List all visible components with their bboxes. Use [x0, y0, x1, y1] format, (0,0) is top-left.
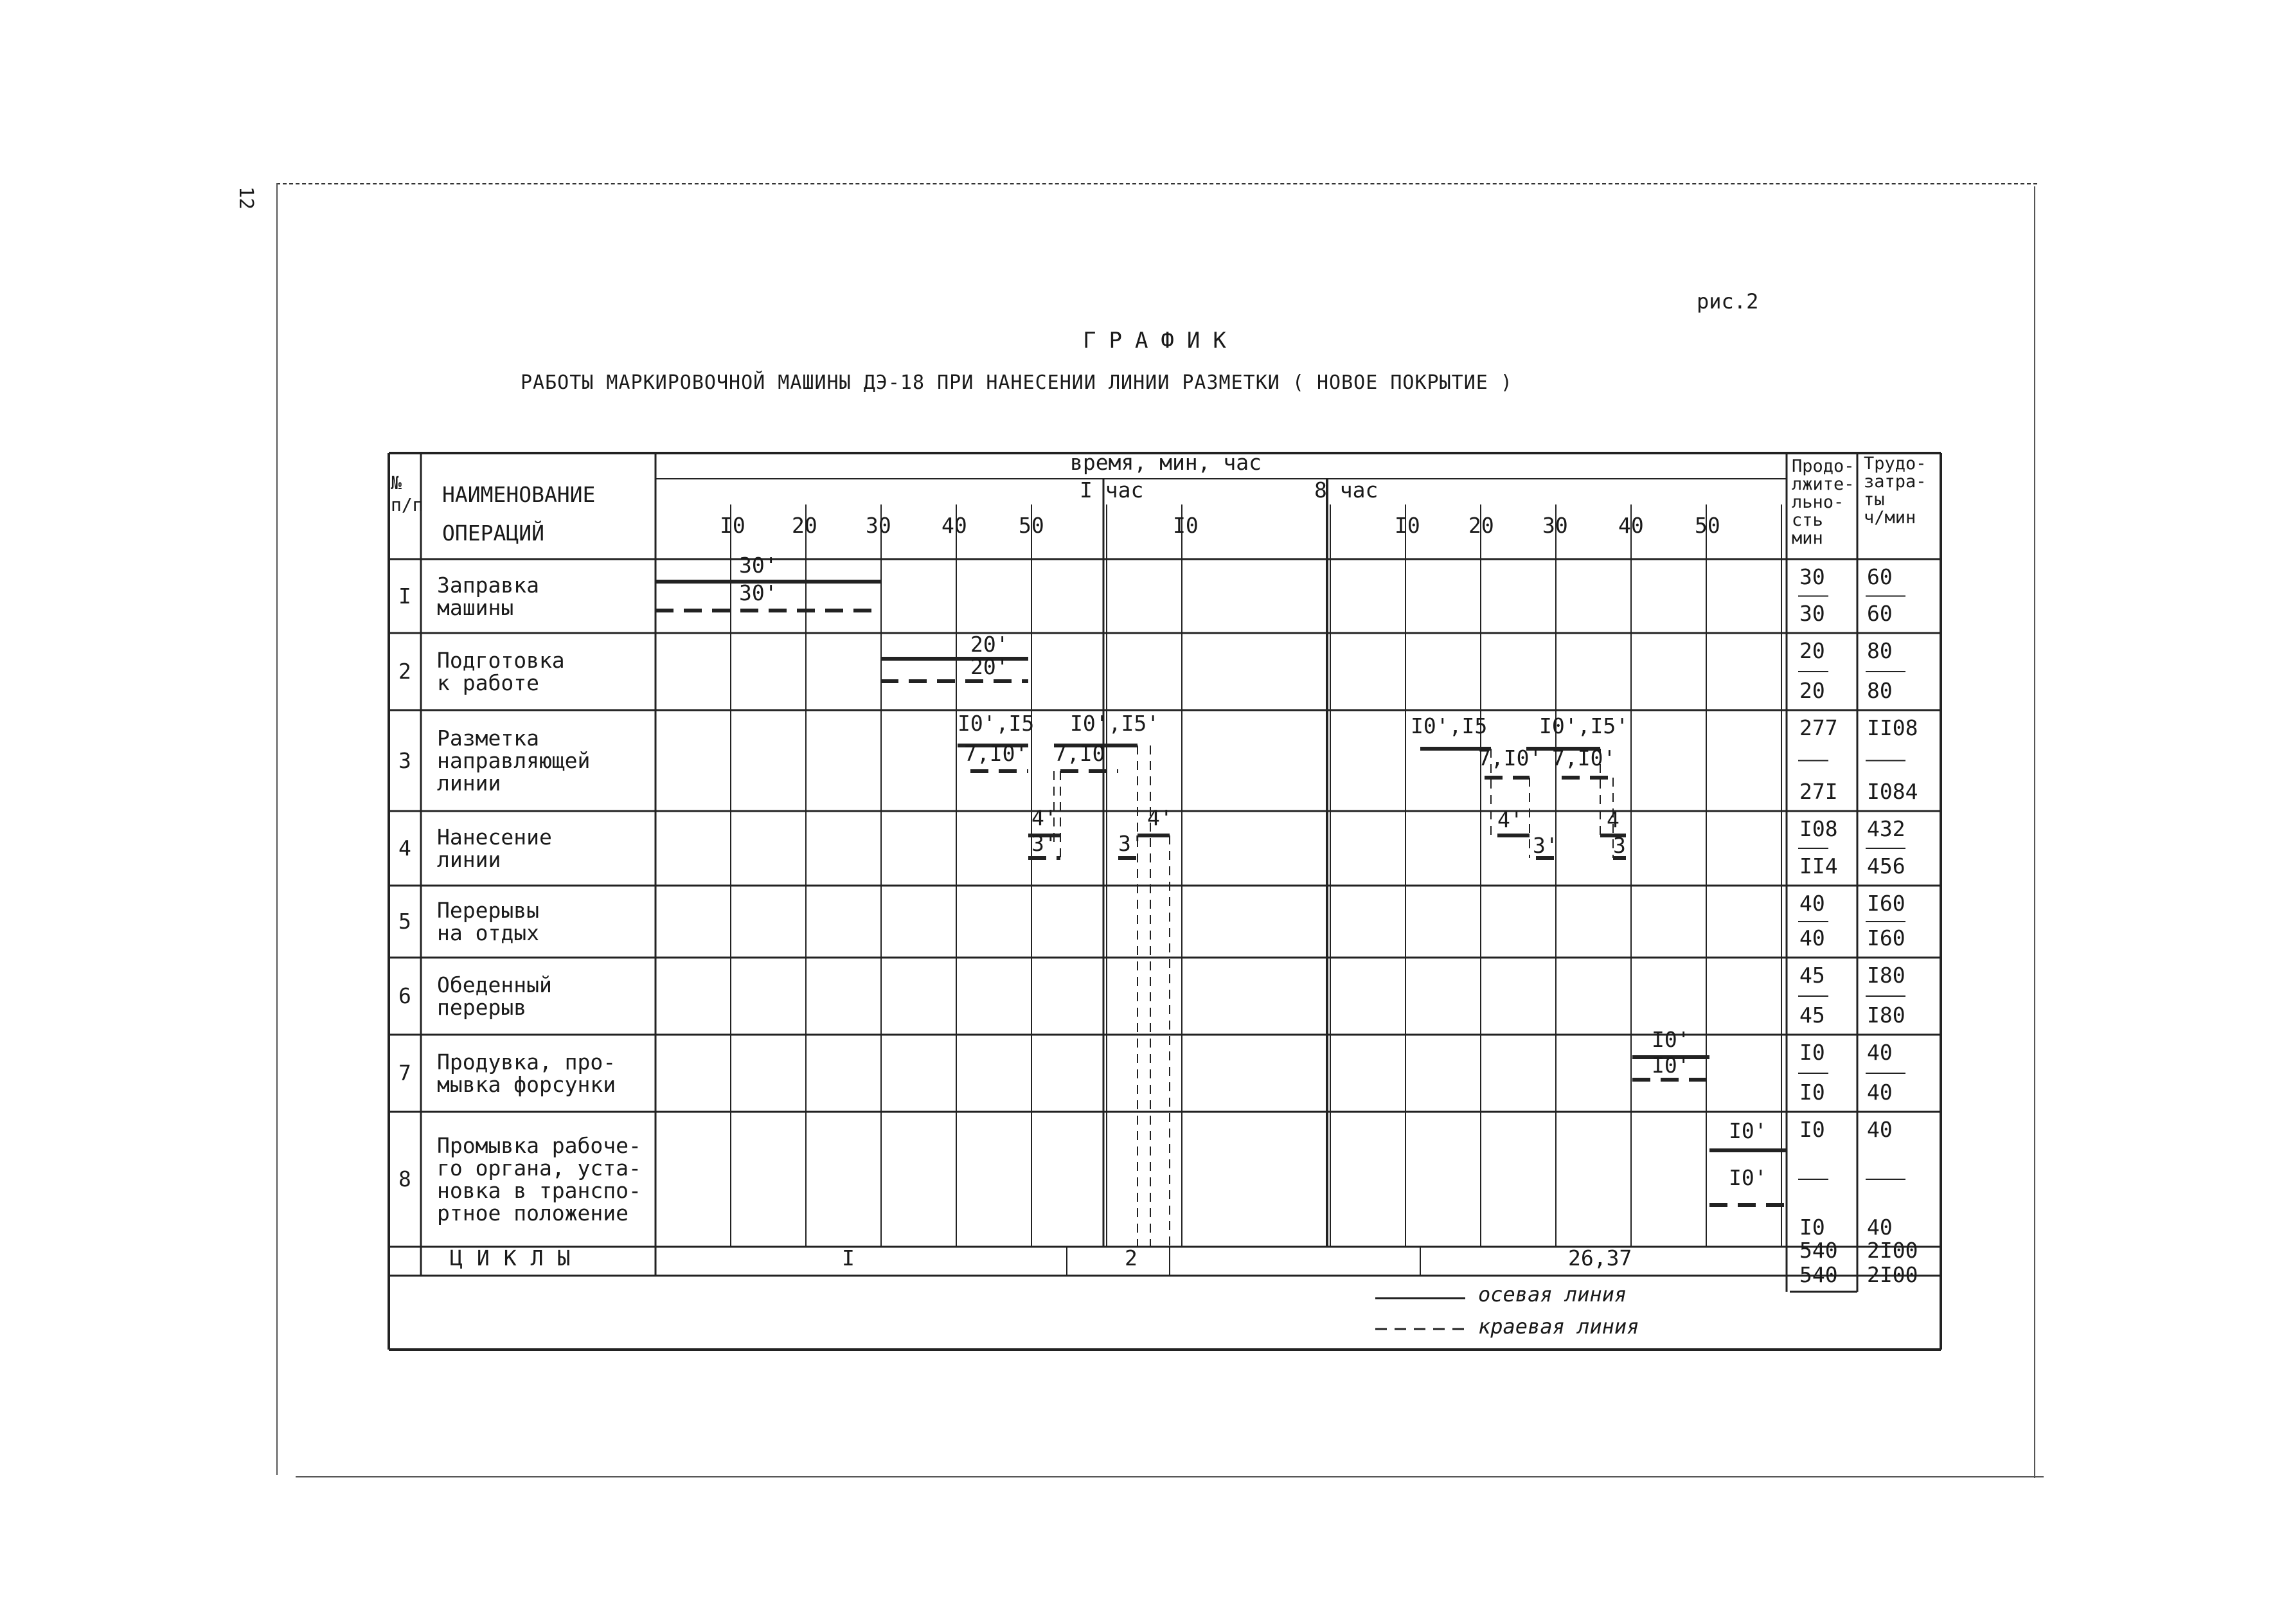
bar-label: 7,I0' — [964, 741, 1028, 766]
duration-top: 40 — [1799, 891, 1825, 916]
time-tick: 50 — [1019, 513, 1044, 538]
header-operations: НАИМЕНОВАНИЕ ОПЕРАЦИЙ — [442, 482, 596, 546]
operation-name: Продувка, про- мывка форсунки — [437, 1049, 616, 1097]
operation-name: Перерывы на отдых — [437, 898, 539, 945]
bar-label: 7,I0 — [1054, 741, 1105, 766]
bar-label: 20' — [970, 654, 1009, 679]
time-tick: 30 — [866, 513, 891, 538]
labor-bottom: 456 — [1867, 853, 1905, 879]
row-number: 4 — [398, 835, 411, 861]
labor-bottom: 40 — [1867, 1215, 1893, 1240]
labor-top: 432 — [1867, 816, 1905, 841]
cycles-second: 2 — [1125, 1245, 1138, 1271]
labor-bottom: 40 — [1867, 1080, 1893, 1105]
labor-top: II08 — [1867, 715, 1918, 740]
header-labor: Трудо- затра- ты ч/мин — [1864, 454, 1927, 528]
header-hour8: 8 час — [1314, 477, 1378, 503]
time-tick: 30 — [1542, 513, 1568, 538]
bar-label: I0',I5 — [1411, 713, 1488, 738]
bar-label: 4 — [1607, 807, 1619, 832]
time-tick: 20 — [792, 513, 817, 538]
figure-ref: рис.2 — [1697, 289, 1759, 314]
cycles-first: I — [842, 1245, 855, 1271]
duration-bottom: I0 — [1799, 1215, 1825, 1240]
duration-bottom: II4 — [1799, 853, 1838, 879]
operation-name: Подготовка к работе — [437, 648, 565, 695]
page-title: ГРАФИК — [1083, 328, 1239, 353]
labor-top: 40 — [1867, 1117, 1893, 1142]
labor-bottom: I084 — [1867, 779, 1918, 804]
page-number: 12 — [235, 186, 257, 210]
labor-top: 60 — [1867, 564, 1893, 589]
labor-top: 80 — [1867, 638, 1893, 663]
operation-name: Разметка направляющей линии — [437, 726, 591, 796]
bar-label: I0' — [1729, 1118, 1767, 1143]
bar-label: I0',I5' — [1070, 711, 1160, 736]
bar-label: 4' — [1497, 807, 1523, 832]
bar-label: I0' — [1652, 1053, 1690, 1078]
cycles-third: 26,37 — [1568, 1245, 1632, 1271]
bar-label: 7,I0' — [1552, 745, 1616, 771]
duration-top: 20 — [1799, 638, 1825, 663]
bar-label: 4' — [1147, 805, 1173, 830]
cycles-labor-bottom: 2I00 — [1867, 1262, 1918, 1287]
header-num: № п/п — [391, 472, 424, 515]
bar-label: 30' — [739, 553, 778, 578]
bar-label: 3' — [1533, 833, 1558, 858]
bar-label: 3 — [1613, 833, 1626, 858]
duration-top: I0 — [1799, 1040, 1825, 1065]
labor-bottom: I80 — [1867, 1003, 1905, 1028]
duration-bottom: 45 — [1799, 1003, 1825, 1028]
duration-top: 45 — [1799, 963, 1825, 988]
operation-name: Промывка рабоче- го органа, уста- новка в транспо- ртное положение — [437, 1133, 641, 1226]
row-number: 8 — [398, 1166, 411, 1191]
time-tick: I0 — [1395, 513, 1420, 538]
cycles-label: ЦИКЛЫ — [450, 1245, 585, 1271]
operation-name: Нанесение линии — [437, 825, 552, 872]
labor-bottom: 80 — [1867, 678, 1893, 703]
labor-top: I80 — [1867, 963, 1905, 988]
legend-dashed-label: краевая линия — [1478, 1314, 1639, 1339]
header-duration: Продо- лжите- льно- сть мин — [1792, 456, 1855, 548]
bar-label: 30' — [739, 580, 778, 605]
header-time: время, мин, час — [1070, 450, 1262, 475]
duration-bottom: 30 — [1799, 601, 1825, 626]
bar-label: I0' — [1729, 1165, 1767, 1190]
cycles-duration-bottom: 540 — [1799, 1262, 1838, 1287]
duration-bottom: 20 — [1799, 678, 1825, 703]
time-tick: 50 — [1695, 513, 1720, 538]
bar-label: I0' — [1652, 1027, 1690, 1052]
bar-label: 3' — [1031, 831, 1057, 856]
labor-top: I60 — [1867, 891, 1905, 916]
operation-name: Обеденный перерыв — [437, 972, 552, 1020]
time-tick: I0 — [1173, 513, 1199, 538]
bar-label: I0',I5 — [958, 711, 1035, 736]
duration-top: 30 — [1799, 564, 1825, 589]
row-number: 5 — [398, 909, 411, 934]
row-number: 3 — [398, 747, 411, 773]
duration-top: I0 — [1799, 1117, 1825, 1142]
operation-name: Заправка машины — [437, 572, 539, 620]
time-tick: 20 — [1468, 513, 1494, 538]
page-subtitle: РАБОТЫ МАРКИРОВОЧНОЙ МАШИНЫ ДЭ-18 ПРИ НАНЕСЕНИИ ЛИНИИ РАЗМЕТКИ ( НОВОЕ ПОКРЫТИЕ ) — [521, 371, 1513, 394]
header-hour1: I час — [1080, 477, 1144, 503]
row-number: I — [398, 583, 411, 609]
labor-bottom: I60 — [1867, 925, 1905, 950]
bar-label: 4' — [1031, 805, 1057, 830]
time-tick: 40 — [941, 513, 967, 538]
labor-bottom: 60 — [1867, 601, 1893, 626]
duration-bottom: 27I — [1799, 779, 1838, 804]
labor-top: 40 — [1867, 1040, 1893, 1065]
time-tick: I0 — [720, 513, 745, 538]
bar-label: 7,I0' — [1478, 745, 1542, 771]
row-number: 2 — [398, 659, 411, 684]
cycles-duration-top: 540 — [1799, 1238, 1838, 1263]
time-tick: 40 — [1618, 513, 1644, 538]
row-number: 6 — [398, 983, 411, 1008]
bar-label: 20' — [970, 632, 1009, 657]
duration-top: 277 — [1799, 715, 1838, 740]
duration-bottom: 40 — [1799, 925, 1825, 950]
duration-top: I08 — [1799, 816, 1838, 841]
legend-solid-label: осевая линия — [1478, 1282, 1627, 1307]
bar-label: 3' — [1118, 831, 1144, 856]
row-number: 7 — [398, 1060, 411, 1085]
duration-bottom: I0 — [1799, 1080, 1825, 1105]
bar-label: I0',I5' — [1539, 713, 1629, 738]
cycles-labor-top: 2I00 — [1867, 1238, 1918, 1263]
